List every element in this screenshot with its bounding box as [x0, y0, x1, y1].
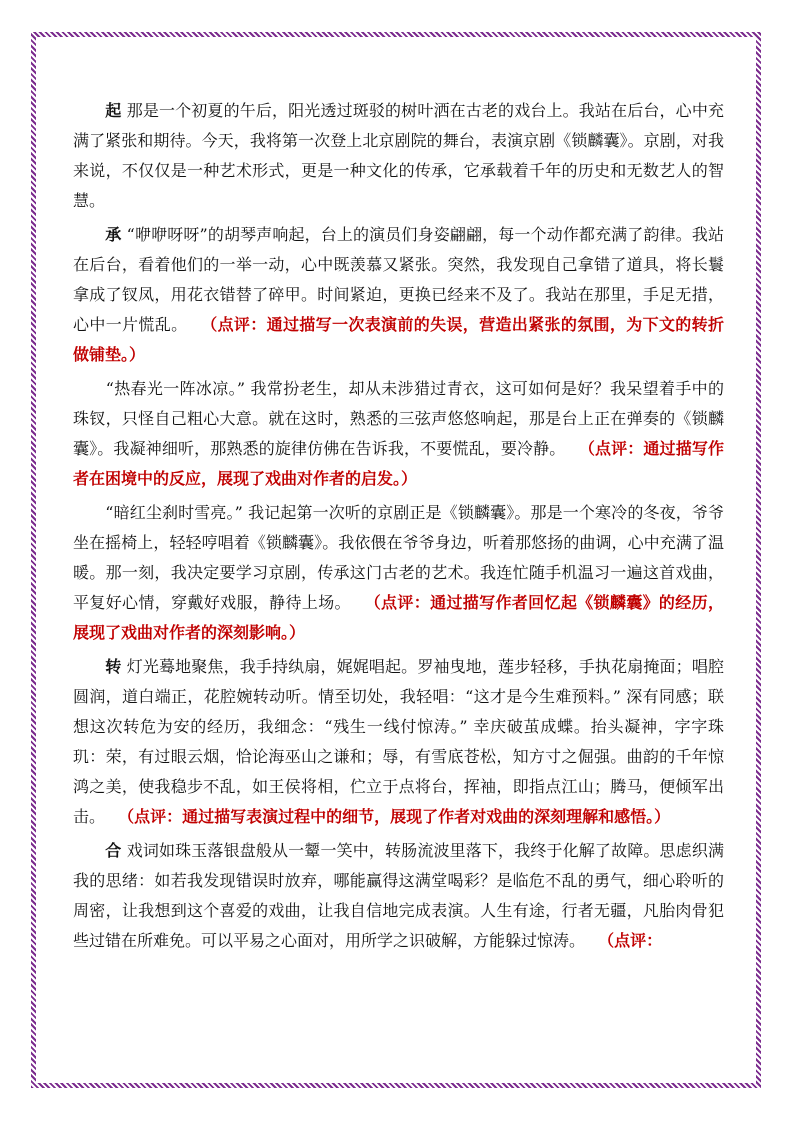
- comment-note: （点评：通过描写表演过程中的细节，展现了作者对戏曲的深刻理解和感悟。）: [118, 807, 671, 826]
- paragraph-marker: 转: [105, 657, 122, 676]
- paragraph-recall-2: [73, 498, 724, 648]
- comment-note: （点评：通过描写一次表演前的失误，营造出紧张的氛围，为下文的转折做铺垫。）: [73, 315, 724, 364]
- paragraph-text: 那是一个初夏的午后，阳光透过斑驳的树叶洒在古老的戏台上。我站在后台，心中充满了紧张和期待。今天，我将第一次登上北京剧院的舞台，表演京剧《锁麟囊》。京剧，对我来说，不仅仅是一种艺术形式，更是一种文化的传承，它承载着千年的历史和无数艺人的智慧。: [73, 101, 724, 210]
- comment-note: （点评：通过描写作者在困境中的反应，展现了戏曲对作者的启发。）: [73, 439, 724, 488]
- paragraph-text: 戏词如珠玉落银盘般从一颦一笑中，转肠流波里落下，我终于化解了故障。思虑织满我的思绪：如若我发现错误时放弃，哪能赢得这满堂喝彩？是临危不乱的勇气，细心聆听的周密，让我想到这个喜爱的戏曲，让我自信地完成表演。人生有途，行者无疆，凡胎肉骨犯些过错在所难免。可以平易之心面对，用所学之识破解，方能躲过惊涛。: [73, 841, 724, 950]
- paragraph-text: “暗红尘刹时雪亮。” 我记起第一次听的京剧正是《锁麟囊》。那是一个寒冷的冬夜，爷爷坐在摇椅上，轻轻哼唱着《锁麟囊》。我依偎在爷爷身边，听着那悠扬的曲调，心中充满了温暖。那一刻，我决定要学习京剧，传承这门古老的艺术。我连忙随手机温习一遍这首戏曲，平复好心情，穿戴好戏服，静待上场。: [73, 503, 724, 612]
- paragraph-cheng: [73, 220, 724, 370]
- paragraph-recall-1: [73, 374, 724, 494]
- paragraph-marker: 起: [105, 101, 122, 120]
- paragraph-marker: 合: [105, 841, 122, 860]
- essay-body: [73, 96, 724, 956]
- paragraph-qi: [73, 96, 724, 216]
- paragraph-marker: 承: [105, 225, 122, 244]
- paragraph-text: “咿咿呀呀”的胡琴声响起，台上的演员们身姿翩翩，每一个动作都充满了韵律。我站在后台，看着他们的一举一动，心中既羡慕又紧张。突然，我发现自己拿错了道具，将长鬟拿成了钗凤，用花衣错替了碎甲。时间紧迫，更换已经来不及了。我站在那里，手足无措，心中一片慌乱。: [73, 225, 724, 334]
- comment-note: （点评：通过描写作者回忆起《锁麟囊》的经历，展现了戏曲对作者的深刻影响。）: [73, 593, 724, 642]
- paragraph-text: “热春光一阵冰凉。” 我常扮老生，却从未涉猎过青衣，这可如何是好？我呆望着手中的珠钗，只怪自己粗心大意。就在这时，熟悉的三弦声悠悠响起，那是台上正在弹奏的《锁麟囊》。我凝神细听，那熟悉的旋律仿佛在告诉我，不要慌乱，要冷静。: [73, 379, 724, 458]
- paragraph-he: [73, 836, 724, 956]
- paragraph-zhuan: [73, 652, 724, 832]
- paragraph-text: 灯光蓦地聚焦，我手持纨扇，娓娓唱起。罗袖曳地，莲步轻移，手执花扇掩面；唱腔圆润，道白端正，花腔婉转动听。情至切处，我轻唱：“这才是今生难预料。” 深有同感；联想这次转危为安的经历，我细念：“残生一线付惊涛。” 幸庆破茧成蝶。抬头凝神，字字珠玑：荣，有过眼云烟，恰论海巫山之谦和；辱，有雪底苍松，知方寸之倔强。曲韵的千年惊鸿之美，使我稳步不乱，如王侯将相，伫立于点将台，挥袖，即指点江山；腾马，便倾军出击。: [73, 657, 724, 826]
- comment-note: （点评：: [598, 931, 663, 950]
